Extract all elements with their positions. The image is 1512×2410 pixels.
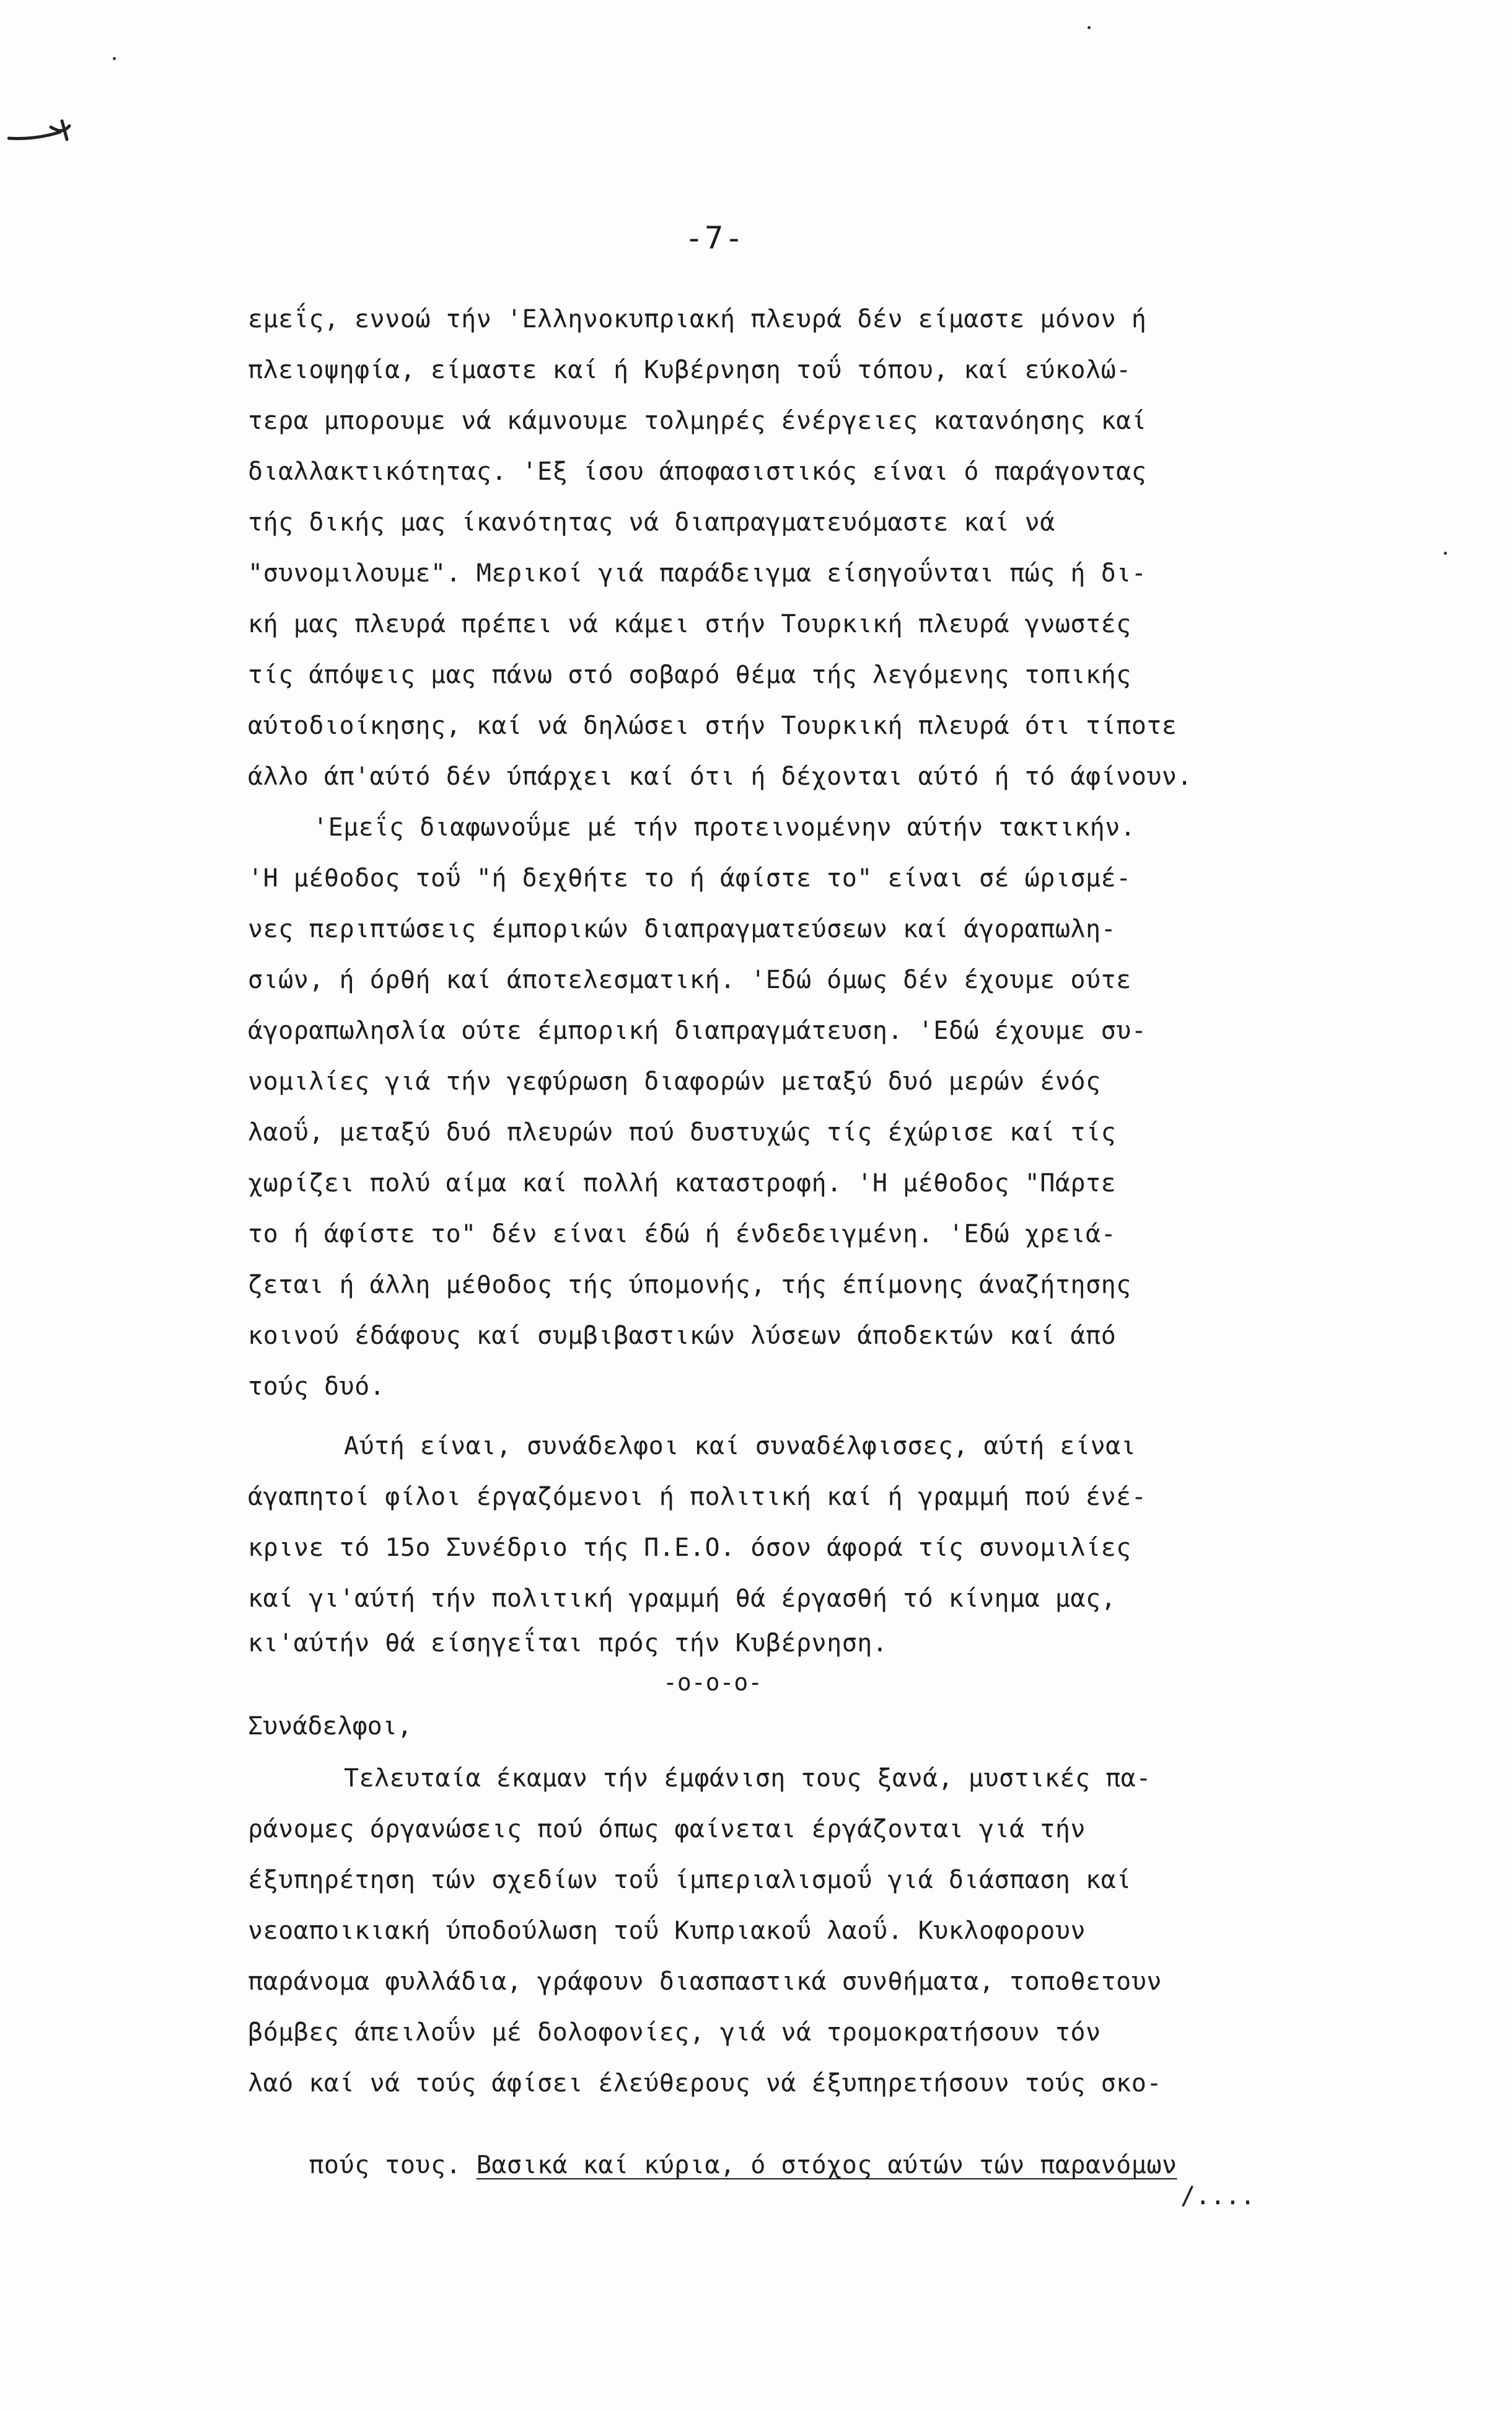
text-line-final	[248, 2119, 1177, 2212]
text-line: τερα μπορουμε νά κάμνουμε τολμηρές ένέργειες κατανόησης καί	[248, 407, 1147, 435]
scan-speck	[1444, 552, 1447, 555]
text-line: λαό καί νά τούς άφίσει έλεύθερους νά έξυπηρετήσουν τούς σκο-	[248, 2069, 1162, 2098]
text-line: πλειοψηφία, είμαστε καί ή Κυβέρνηση τοΰ τόπου, καί εύκολώ-	[248, 356, 1132, 384]
text-line: άλλο άπ'αύτό δέν ύπάρχει καί ότι ή δέχονται αύτό ή τό άφίνουν.	[248, 762, 1193, 791]
text-line: έξυπηρέτηση τών σχεδίων τοΰ ίμπεριαλισμοΰ γιά διάσπαση καί	[248, 1866, 1132, 1894]
text-line-start: πούς τους.	[309, 2151, 477, 2179]
text-line: "συνομιλουμε". Μερικοί γιά παράδειγμα είσηγοΰνται πώς ή δι-	[248, 559, 1147, 588]
page-number: -7-	[685, 220, 745, 256]
text-line: λαοΰ, μεταξύ δυό πλευρών πού δυστυχώς τίς έχώρισε καί τίς	[248, 1118, 1117, 1147]
text-line: το ή άφίστε το" δέν είναι έδώ ή ένδεδειγμένη. 'Εδώ χρειά-	[248, 1220, 1117, 1248]
salutation: Συνάδελφοι,	[248, 1712, 412, 1741]
text-line: εμεΐς, εννοώ τήν 'Ελληνοκυπριακή πλευρά δέν είμαστε μόνον ή	[248, 305, 1147, 333]
text-line: τής δικής μας ίκανότητας νά διαπραγματευόμαστε καί νά	[248, 508, 1055, 537]
text-line: παράνομα φυλλάδια, γράφουν διασπαστικά συνθήματα, τοποθετουν	[248, 1967, 1162, 1996]
text-line: 'Η μέθοδος τοΰ "ή δεχθήτε το ή άφίστε το" είναι σέ ώρισμέ-	[248, 864, 1132, 893]
text-line: νομιλίες γιά τήν γεφύρωση διαφορών μεταξύ δυό μερών ένός	[248, 1067, 1101, 1096]
text-line: κοινού έδάφους καί συμβιβαστικών λύσεων άποδεκτών καί άπό	[248, 1322, 1117, 1350]
text-line: αύτοδιοίκησης, καί νά δηλώσει στήν Τουρκική πλευρά ότι τίποτε	[248, 712, 1177, 740]
section-separator: -ο-ο-ο-	[663, 1669, 763, 1696]
text-line: κι'αύτήν θά είσηγεΐται πρός τήν Κυβέρνηση.	[248, 1629, 888, 1657]
text-line: άγοραπωλησλία ούτε έμπορική διαπραγμάτευση. 'Εδώ έχουμε συ-	[248, 1017, 1147, 1045]
text-line: κρινε τό 15ο Συνέδριο τής Π.Ε.Ο. όσον άφορά τίς συνομιλίες	[248, 1534, 1132, 1562]
text-line: άγαπητοί φίλοι έργαζόμενοι ή πολιτική καί ή γραμμή πού ένέ-	[248, 1483, 1147, 1511]
text-line: ράνομες όργανώσεις πού όπως φαίνεται έργάζονται γιά τήν	[248, 1815, 1086, 1843]
text-line: 'Εμεΐς διαφωνοΰμε μέ τήν προτεινομένην αύτήν τακτικήν.	[313, 813, 1136, 842]
scan-artifact-mark	[7, 115, 76, 152]
text-line: τίς άπόψεις μας πάνω στό σοβαρό θέμα τής λεγόμενης τοπικής	[248, 661, 1132, 689]
scan-speck	[113, 57, 116, 60]
scan-speck	[1088, 26, 1091, 29]
text-line: νεοαποικιακή ύποδούλωση τοΰ Κυπριακοΰ λαοΰ. Κυκλοφορουν	[248, 1917, 1086, 1945]
text-line: διαλλακτικότητας. 'Εξ ίσου άποφασιστικός είναι ό παράγοντας	[248, 457, 1147, 486]
text-line: χωρίζει πολύ αίμα καί πολλή καταστροφή. 'Η μέθοδος "Πάρτε	[248, 1169, 1117, 1198]
text-line: Τελευταία έκαμαν τήν έμφάνιση τους ξανά, μυστικές πα-	[344, 1764, 1151, 1793]
text-line: σιών, ή όρθή καί άποτελεσματική. 'Εδώ όμως δέν έχουμε ούτε	[248, 966, 1132, 994]
text-line: ζεται ή άλλη μέθοδος τής ύπομονής, τής έπίμονης άναζήτησης	[248, 1271, 1132, 1299]
text-line: βόμβες άπειλοΰν μέ δολοφονίες, γιά νά τρομοκρατήσουν τόν	[248, 2018, 1101, 2047]
text-line: τούς δυό.	[248, 1372, 385, 1401]
continuation-mark: /....	[1180, 2182, 1255, 2210]
text-line: καί γι'αύτή τήν πολιτική γραμμή θά έργασθή τό κίνημα μας,	[248, 1584, 1117, 1613]
underlined-phrase: Βασικά καί κύρια, ό στόχος αύτών τών παρανόμων	[476, 2151, 1177, 2179]
text-line: νες περιπτώσεις έμπορικών διαπραγματεύσεων καί άγοραπωλη-	[248, 915, 1117, 943]
text-line: κή μας πλευρά πρέπει νά κάμει στήν Τουρκική πλευρά γνωστές	[248, 610, 1132, 638]
text-line: Αύτή είναι, συνάδελφοι καί συναδέλφισσες, αύτή είναι	[344, 1432, 1136, 1460]
